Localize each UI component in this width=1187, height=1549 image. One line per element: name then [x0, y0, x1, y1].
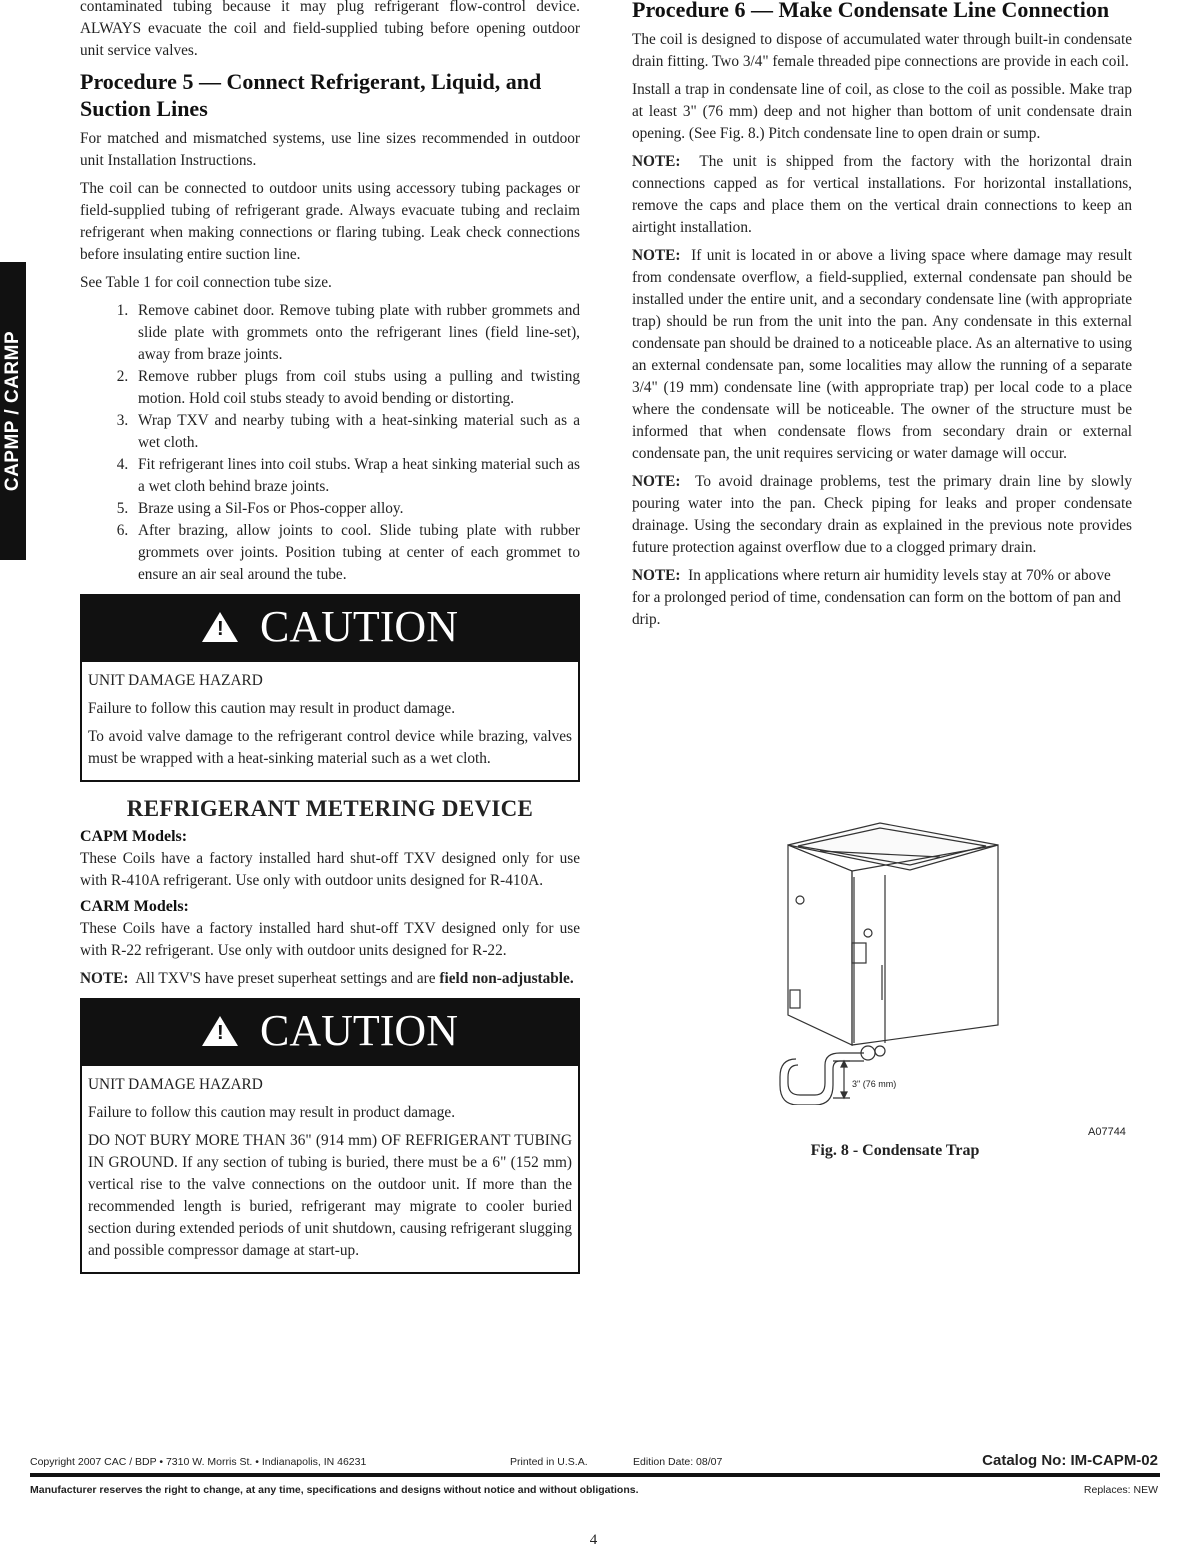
step-item: 1. Remove cabinet door. Remove tubing plate with rubber grommets and slide plate with grommets onto the refrigerant lines (field line-set), away from braze joints.	[132, 300, 580, 366]
edition-date: Edition Date: 08/07	[633, 1456, 723, 1468]
capm-heading: CAPM Models:	[80, 828, 188, 845]
caution-text: Failure to follow this caution may result in product damage.	[88, 700, 456, 717]
note-paragraph: NOTE: The unit is shipped from the factory with the horizontal drain connections capped as for vertical installations. For horizontal installations, remove the caps and place them on the vertical drain connections to keep an airtight installation.	[632, 153, 1132, 236]
copyright-text: Copyright 2007 CAC / BDP • 7310 W. Morris St. • Indianapolis, IN 46231	[30, 1456, 367, 1468]
procedure-5-paragraph: The coil can be connected to outdoor units using accessory tubing packages or field-supplied tubing of refrigerant grade. Always evacuate tubing and reclaim refrigerant when making connections or flaring tubing. Leak check connections before insulating entire suction line.	[80, 180, 580, 263]
manufacturer-notice: Manufacturer reserves the right to change, at any time, specifications and designs without notice and without obligations.	[30, 1484, 639, 1496]
warning-triangle-icon: !	[202, 612, 238, 642]
caution-text: To avoid valve damage to the refrigerant control device while brazing, valves must be wrapped with a heat-sinking material such as a wet cloth.	[88, 728, 572, 767]
caution-header	[82, 596, 578, 662]
caution-label: CAUTION	[260, 602, 458, 651]
caution-title: UNIT DAMAGE HAZARD	[88, 672, 263, 689]
figure-caption: Fig. 8 - Condensate Trap	[810, 1142, 980, 1159]
metering-device-heading: REFRIGERANT METERING DEVICE	[126, 796, 534, 821]
caution-box	[80, 998, 580, 1274]
note-paragraph: NOTE: To avoid drainage problems, test the primary drain line by slowly pouring water into the pan. Check piping for leaks and proper condensate drainage. Using the secondary drain as explained in the previous note provides future protection against overflow due to a clogged primary drain.	[632, 473, 1132, 556]
caution-title: UNIT DAMAGE HAZARD	[88, 1076, 263, 1093]
intro-paragraph: contaminated tubing because it may plug refrigerant flow-control device. ALWAYS evacuate the coil and field-supplied tubing before opening outdoor unit service valves.	[80, 0, 580, 59]
step-item: 4. Fit refrigerant lines into coil stubs. Wrap a heat sinking material such as a wet cloth behind braze joints.	[132, 454, 580, 498]
txv-note: NOTE: All TXV'S have preset superheat settings and are field non-adjustable.	[80, 970, 574, 987]
procedure-5-heading: Procedure 5 — Connect Refrigerant, Liquid, and Suction Lines	[80, 69, 542, 121]
carm-paragraph: These Coils have a factory installed hard shut-off TXV designed only for use with R-22 refrigerant. Use only with outdoor units designed for R-22.	[80, 920, 580, 959]
caution-text: Failure to follow this caution may result in product damage.	[88, 1104, 456, 1121]
page-number: 4	[589, 1532, 598, 1548]
trap-dimension-label: 3" (76 mm)	[852, 1079, 897, 1089]
catalog-number: Catalog No: IM-CAPM-02	[982, 1452, 1158, 1469]
caution-header	[82, 1000, 578, 1066]
note-paragraph: NOTE: In applications where return air humidity levels stay at 70% or above for a prolonged period of time, condensation can form on the bottom of pan and drip.	[632, 567, 1121, 628]
warning-triangle-icon: !	[202, 1016, 238, 1046]
caution-label: CAUTION	[260, 1006, 458, 1055]
procedure-5-steps	[80, 300, 580, 586]
right-column	[632, 0, 1132, 637]
figure-code: A07744	[1088, 1126, 1126, 1138]
procedure-5-paragraph: See Table 1 for coil connection tube size.	[80, 274, 332, 291]
caution-box	[80, 594, 580, 782]
procedure-6-heading: Procedure 6 — Make Condensate Line Connection	[632, 0, 1110, 22]
side-tab	[0, 262, 26, 560]
capm-paragraph: These Coils have a factory installed hard shut-off TXV designed only for use with R-410A refrigerant. Use only with outdoor units designed for R-410A.	[80, 850, 580, 889]
step-item: 6. After brazing, allow joints to cool. Slide tubing plate with rubber grommets over joints. Position tubing at center of each grommet to ensure an air seal around the tube.	[132, 520, 580, 586]
replaces-text: Replaces: NEW	[1083, 1484, 1158, 1496]
side-tab-label: CAPMP / CARMP	[2, 330, 23, 492]
step-item: 2. Remove rubber plugs from coil stubs using a pulling and twisting motion. Hold coil stubs steady to avoid bending or distorting.	[132, 366, 580, 410]
procedure-6-paragraph: The coil is designed to dispose of accumulated water through built-in condensate drain fitting. Two 3/4" female threaded pipe connections are provide in each coil.	[632, 31, 1132, 70]
procedure-6-paragraph: Install a trap in condensate line of coil, as close to the coil as possible. Make trap at least 3" (76 mm) deep and not higher than bottom of unit condensate drain opening. (See Fig. 8.) Pitch condensate line to open drain or sump.	[632, 81, 1132, 142]
footer-divider	[30, 1473, 1160, 1477]
carm-heading: CARM Models:	[80, 898, 189, 915]
procedure-5-paragraph: For matched and mismatched systems, use line sizes recommended in outdoor unit Installation Instructions.	[80, 130, 580, 169]
printed-text: Printed in U.S.A.	[510, 1456, 588, 1468]
step-item: 3. Wrap TXV and nearby tubing with a heat-sinking material such as a wet cloth.	[132, 410, 580, 454]
coil-illustration	[760, 815, 1020, 1105]
step-item: 5. Braze using a Sil-Fos or Phos-copper alloy.	[132, 498, 580, 520]
condensate-trap-figure	[760, 815, 1020, 1105]
left-column	[80, 0, 580, 1284]
note-paragraph: NOTE: If unit is located in or above a living space where damage may result from condensate overflow, a field-supplied, external condensate pan should be installed under the entire unit, and a secondary condensate line (with appropriate trap) should be run from the unit into the pan. Any condensate in this external condensate pan should be drained to a noticeable place. As an alternative to using an external condensate pan, some localities may allow the running of a separate 3/4" (19 mm) condensate line (with appropriate trap) per local code to a place where the condensate will be noticeable. The owner of the structure must be informed that when condensate flows from secondary drain or external condensate pan, the unit requires servicing or water damage will occur.	[632, 247, 1132, 462]
caution-text: DO NOT BURY MORE THAN 36" (914 mm) OF REFRIGERANT TUBING IN GROUND. If any section of tubing is buried, there must be a 6" (152 mm) vertical rise to the valve connections on the outdoor unit. If more than the recommended length is buried, refrigerant may migrate to cooler buried section during extended periods of unit shutdown, causing refrigerant slugging and possible compressor damage at start-up.	[88, 1132, 572, 1259]
